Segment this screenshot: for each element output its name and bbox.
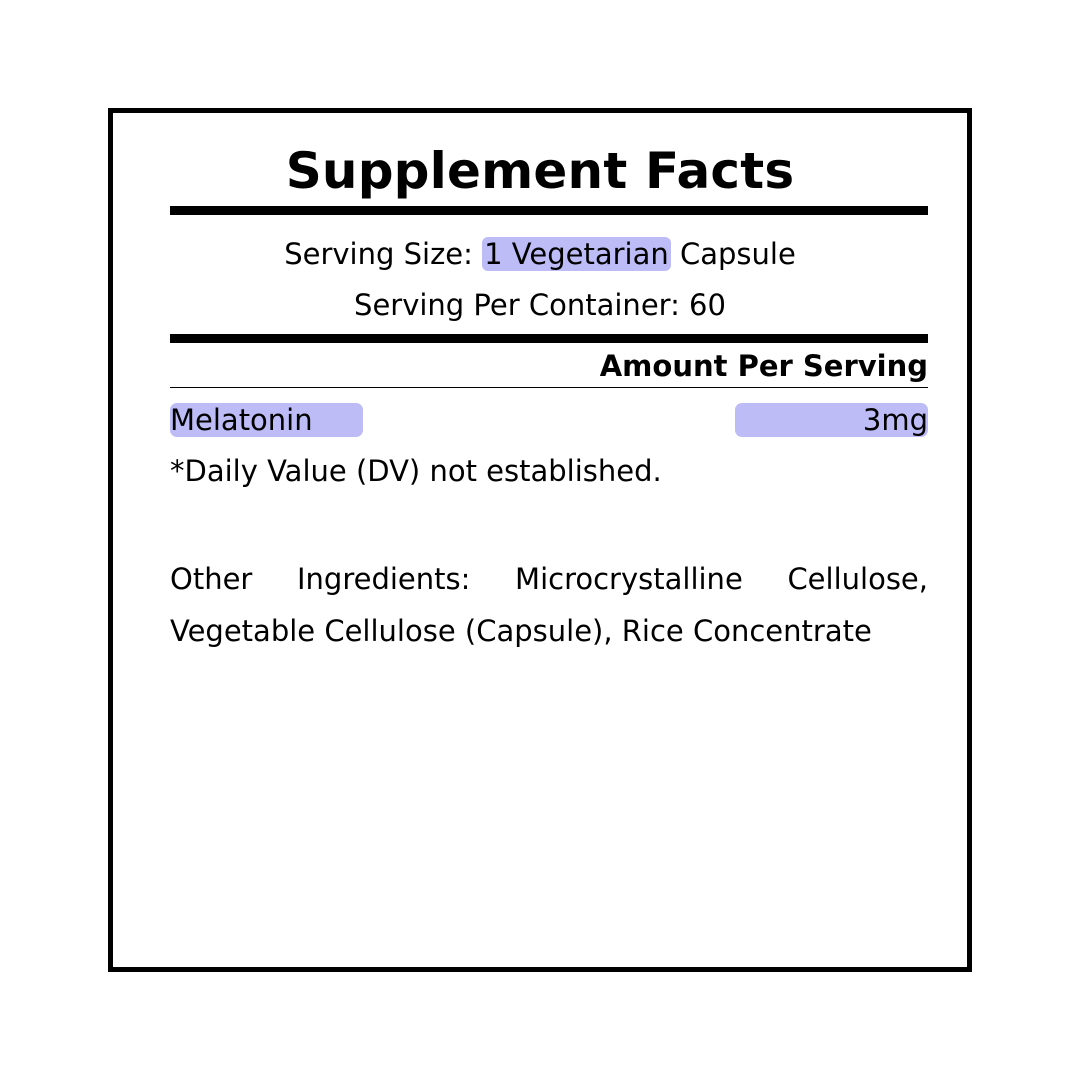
serving-size-suffix: Capsule (670, 237, 796, 271)
other-ingredients: Other Ingredients: Microcrystalline Cellulose, Vegetable Cellulose (Capsule), Rice Concentrate (170, 562, 928, 648)
serving-size-highlight: 1 Vegetarian (484, 237, 669, 271)
daily-value-note: *Daily Value (DV) not established. (170, 454, 662, 488)
middle-divider (170, 334, 928, 343)
serving-size (113, 234, 967, 274)
supplement-facts-panel (108, 108, 972, 972)
ingredient-name: Melatonin (170, 403, 313, 437)
page-title: Supplement Facts (285, 142, 795, 200)
amount-per-serving-header: Amount Per Serving (599, 349, 928, 383)
servings-per-container: Serving Per Container: 60 (354, 288, 726, 322)
top-divider (170, 206, 928, 215)
ingredient-row (170, 400, 928, 440)
thin-divider (170, 387, 928, 388)
ingredient-amount: 3mg (862, 403, 928, 437)
serving-size-prefix: Serving Size: (284, 237, 483, 271)
